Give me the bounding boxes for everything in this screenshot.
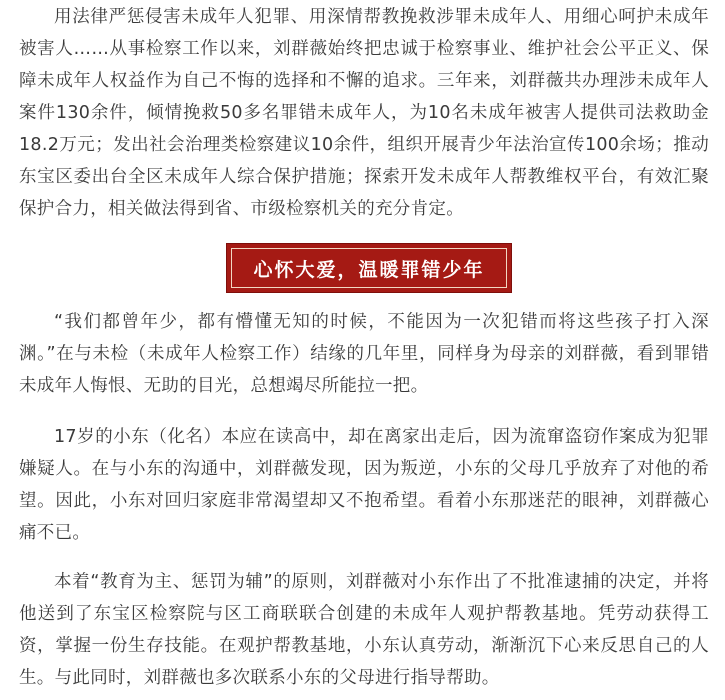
paragraph-education-principle: 本着“教育为主、惩罚为辅”的原则，刘群薇对小东作出了不批准逮捕的决定，并将他送到了东宝区检察院与区工商联联合创建的未成年人观护帮教基地。凭劳动获得工资，掌握一份生存技能。在观护帮教基地，小东认真劳动，渐渐沉下心来反思自己的人生。与此同时，刘群薇也多次联系小东的父母进行指导帮助。 <box>19 572 709 688</box>
section-heading-box <box>226 243 512 293</box>
paragraph-quote: “我们都曾年少，都有懵懂无知的时候，不能因为一次犯错而将这些孩子打入深渊。”在与未检（未成年人检察工作）结缘的几年里，同样身为母亲的刘群薇，看到罪错未成年人悔恨、无助的目光，总想竭尽所能拉一把。 <box>19 312 709 396</box>
section-heading-frame <box>231 248 507 288</box>
paragraph-summary: 用法律严惩侵害未成年人犯罪、用深情帮教挽救涉罪未成年人、用细心呵护未成年被害人……从事检察工作以来，刘群薇始终把忠诚于检察事业、维护社会公平正义、保障未成年人权益作为自己不悔的选择和不懈的追求。三年来，刘群薇共办理涉未成年人案件130余件，倾情挽救50多名罪错未成年人，为10名未成年被害人提供司法救助金18.2万元；发出社会治理类检察建议10余件，组织开展青少年法治宣传100余场；推动东宝区委出台全区未成年人综合保护措施；探索开发未成年人帮教维权平台，有效汇聚保护合力，相关做法得到省、市级检察机关的充分肯定。 <box>19 7 709 219</box>
section-heading: 心怀大爱，温暖罪错少年 <box>253 258 485 281</box>
paragraph-case-story: 17岁的小东（化名）本应在读高中，却在离家出走后，因为流窜盗窃作案成为犯罪嫌疑人。在与小东的沟通中，刘群薇发现，因为叛逆，小东的父母几乎放弃了对他的希望。因此，小东对回归家庭非常渴望却又不抱希望。看着小东那迷茫的眼神，刘群薇心痛不已。 <box>19 427 709 543</box>
